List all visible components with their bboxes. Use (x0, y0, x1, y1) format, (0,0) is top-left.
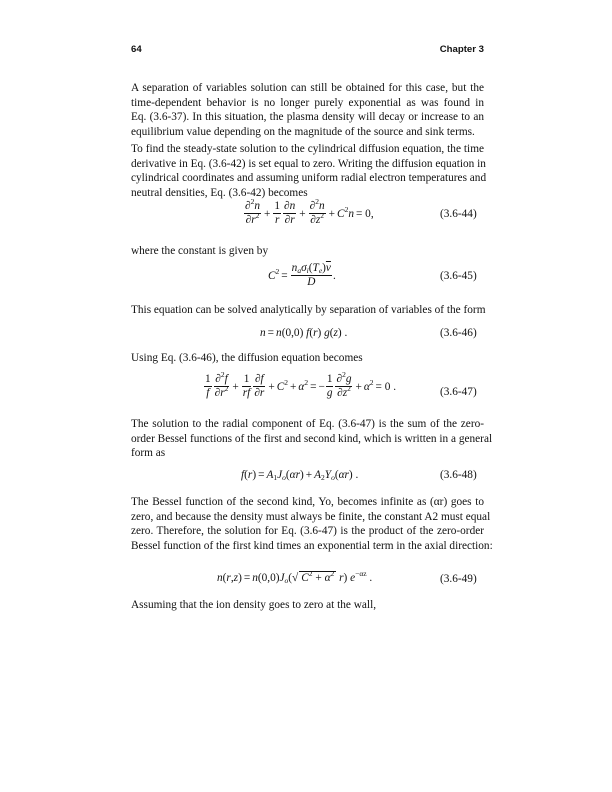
text-line: Assuming that the ion density goes to zero at the wall, (131, 599, 377, 611)
equation-3-6-44: $\frac{\partial^2n}{\partial r^2}$ + $\frac{1}{r}$ $\frac{\partial n}{\partial r}$ + $\frac{\partial^2n}{\partial z^2}$ + $C^2n$ = 0, (245, 197, 374, 226)
equation-3-6-48: f(r) = $A_1J_o(\alpha r)$ + $A_2Y_o(\alpha r)$ . (241, 469, 359, 482)
fraction: $\frac{\partial^2n}{\partial r^2}$ (245, 197, 260, 226)
fraction: $\frac{n_a\sigma_i(T_e)\overline{v}}{D}$ (291, 262, 331, 288)
text-line: derivative in Eq. (3.6-42) is set equal to zero. Writing the diffusion equation in (131, 157, 486, 170)
equation-number: (3.6-48) (440, 469, 477, 481)
text-line: zero, and because the density must always be finite, the constant A2 must equal (131, 510, 491, 523)
paragraph-8 (131, 598, 484, 613)
paragraph-3 (131, 244, 484, 259)
paragraph-5 (131, 351, 484, 366)
text-line: Bessel function of the first kind times an exponential term in the axial direction: (131, 539, 493, 552)
equation-number: (3.6-45) (440, 270, 477, 282)
text-line: time-dependent behavior is no longer purely exponential as was found in (131, 96, 484, 109)
paragraph-2 (131, 142, 487, 200)
equation-3-6-45: $C^2$ = $\frac{n_a\sigma_i(T_e)\overline{v}}{D}$ . (268, 262, 336, 288)
equation-number: (3.6-46) (440, 327, 477, 339)
text-line: A separation of variables solution can still be obtained for this case, but the (131, 82, 484, 94)
text-line: This equation can be solved analytically by separation of variables of the form (131, 304, 486, 316)
paragraph-4 (131, 303, 484, 318)
text-line: Eq. (3.6-37). In this situation, the plasma density will decay or increase to an (131, 111, 484, 124)
text-line: where the constant is given by (131, 245, 269, 257)
text-line: The solution to the radial component of Eq. (3.6-47) is the sum of the zero- (131, 418, 484, 430)
equation-number: (3.6-44) (440, 208, 477, 220)
text-line: form as (131, 447, 166, 460)
equation-3-6-49: n(r,z) = $n(0,0)J_o$( √ $C^2 + \alpha^2$ r) $e^{-\alpha z}$ . (217, 568, 373, 585)
equation-3-6-46: n = n(0,0) f(r) g(z) . (260, 327, 348, 339)
equation-3-6-47: $\frac{1}{f}$ $\frac{\partial^2f}{\partial r^2}$ + $\frac{1}{rf}$ $\frac{\partial f}{\partial r}$ + $C^2$ + $\alpha^2$ = − $\frac{1}{g}$ $\frac{\partial^2g}{\partial z^2}$ + $\alpha^2$ = 0 . (205, 370, 397, 399)
text-line: To find the steady-state solution to the cylindrical diffusion equation, the time (131, 143, 484, 155)
paragraph-1 (131, 81, 484, 139)
chapter-title: Chapter 3 (439, 44, 484, 55)
text-line: equilibrium value depending on the magnitude of the source and sink terms. (131, 125, 475, 138)
page-number: 64 (131, 44, 142, 55)
paragraph-7 (131, 495, 493, 553)
text-line: order Bessel functions of the first and second kind, which is written in a general (131, 432, 493, 445)
equation-number: (3.6-47) (440, 386, 477, 398)
equation-number: (3.6-49) (440, 573, 477, 585)
paragraph-6 (131, 417, 493, 461)
fraction: $\frac{\partial^2n}{\partial z^2}$ (309, 197, 325, 226)
text-line: Using Eq. (3.6-46), the diffusion equation becomes (131, 352, 363, 364)
running-header (131, 44, 484, 58)
fraction: $\frac{\partial n}{\partial r}$ (284, 200, 296, 226)
text-line: The Bessel function of the second kind, Yo, becomes infinite as (αr) goes to (131, 496, 484, 508)
text-line: cylindrical coordinates and assuming uniform radial electron temperatures and (131, 172, 487, 185)
fraction: $\frac{1}{r}$ (274, 200, 281, 226)
text-line: zero. Therefore, the solution for Eq. (3.6-47) is the product of the zero-order (131, 525, 484, 538)
text-line: neutral densities, Eq. (3.6-42) becomes (131, 186, 308, 199)
